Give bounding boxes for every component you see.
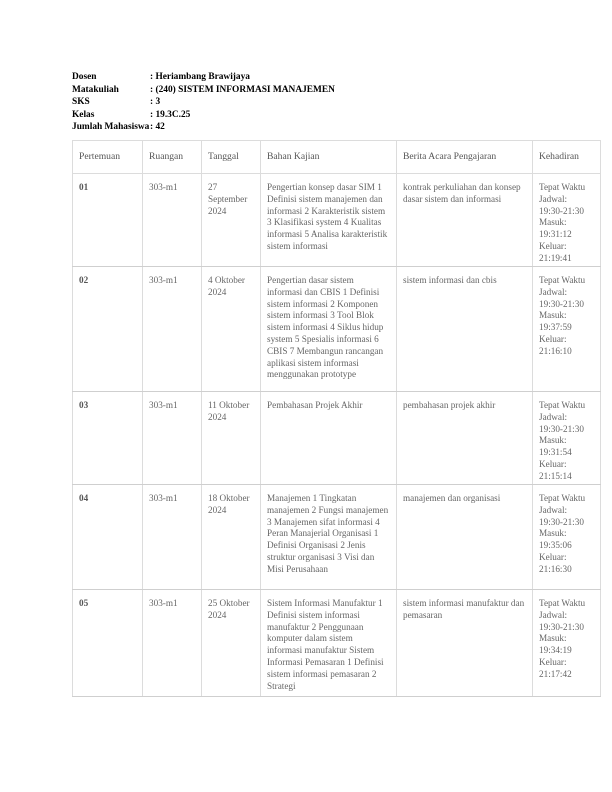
- header-pertemuan: Pertemuan: [73, 141, 143, 174]
- kehadiran-masuk: 19:35:06: [539, 540, 572, 551]
- header-kehadiran: Kehadiran: [533, 141, 601, 174]
- kehadiran-masuk: 19:31:54: [539, 447, 572, 458]
- cell-tanggal: 27 September 2024: [202, 174, 261, 267]
- cell-tanggal: 4 Oktober 2024: [202, 267, 261, 392]
- course-info: [72, 71, 335, 134]
- kehadiran-jadwal: 19:30-21:30: [539, 516, 584, 527]
- table-row: [73, 485, 601, 590]
- cell-bahan-kajian: Pembahasan Projek Akhir: [261, 392, 397, 485]
- kehadiran-masuk-label: Masuk:: [539, 435, 567, 446]
- info-value: : Heriambang Brawijaya: [150, 72, 250, 82]
- cell-kehadiran: [533, 485, 601, 590]
- info-value: : 42: [150, 122, 165, 133]
- cell-tanggal: 25 Oktober 2024: [202, 590, 261, 697]
- kehadiran-status: Tepat Waktu: [539, 598, 586, 608]
- kehadiran-jadwal-label: Jadwal:: [539, 504, 568, 515]
- cell-ruangan: 303-m1: [143, 267, 202, 392]
- kehadiran-jadwal-label: Jadwal:: [539, 286, 568, 297]
- cell-tanggal: 11 Oktober 2024: [202, 392, 261, 485]
- cell-tanggal: 18 Oktober 2024: [202, 485, 261, 590]
- info-row-matakuliah: [72, 84, 335, 97]
- cell-kehadiran: [533, 174, 601, 267]
- kehadiran-masuk: 19:31:12: [539, 229, 572, 240]
- kehadiran-jadwal-label: Jadwal:: [539, 609, 568, 620]
- kehadiran-keluar: 21:17:42: [539, 668, 572, 679]
- cell-ruangan: 303-m1: [143, 174, 202, 267]
- kehadiran-masuk: 19:37:59: [539, 322, 572, 333]
- kehadiran-jadwal: 19:30-21:30: [539, 298, 584, 309]
- attendance-table-container: [72, 140, 600, 697]
- cell-ruangan: 303-m1: [143, 485, 202, 590]
- header-berita-acara: Berita Acara Pengajaran: [397, 141, 533, 174]
- info-row-dosen: [72, 71, 335, 84]
- kehadiran-keluar: 21:19:41: [539, 252, 572, 263]
- kehadiran-masuk-label: Masuk:: [539, 310, 567, 321]
- table-row: [73, 590, 601, 697]
- kehadiran-jadwal: 19:30-21:30: [539, 205, 584, 216]
- header-tanggal: Tanggal: [202, 141, 261, 174]
- cell-bahan-kajian: Manajemen 1 Tingkatan manajemen 2 Fungsi manajemen 3 Manajemen sifat informasi 4 Peran Manajerial Organisasi 1 Definisi Organisasi 2 Jenis struktur organisasi 3 Visi dan Misi Perusahaan: [261, 485, 397, 590]
- cell-bahan-kajian: Sistem Informasi Manufaktur 1 Definisi sistem informasi manufaktur 2 Penggunaan komputer dalam sistem informasi manufaktur Sistem Informasi Pemasaran 1 Definisi sistem informasi pemasaran 2 Strategi: [261, 590, 397, 697]
- kehadiran-keluar-label: Keluar:: [539, 551, 567, 562]
- info-label: Jumlah Mahasiswa: [72, 122, 150, 133]
- info-row-kelas: [72, 109, 335, 122]
- kehadiran-jadwal-label: Jadwal:: [539, 411, 568, 422]
- kehadiran-status: Tepat Waktu: [539, 493, 586, 503]
- kehadiran-keluar-label: Keluar:: [539, 656, 567, 667]
- cell-berita-acara: sistem informasi dan cbis: [397, 267, 533, 392]
- kehadiran-jadwal: 19:30-21:30: [539, 423, 584, 434]
- info-label: Kelas: [72, 109, 95, 120]
- kehadiran-keluar-label: Keluar:: [539, 240, 567, 251]
- cell-pertemuan: 01: [73, 174, 143, 267]
- table-row: [73, 267, 601, 392]
- cell-kehadiran: [533, 392, 601, 485]
- table-row: [73, 392, 601, 485]
- cell-ruangan: 303-m1: [143, 392, 202, 485]
- cell-bahan-kajian: Pengertian dasar sistem informasi dan CBIS 1 Definisi sistem informasi 2 Komponen sistem informasi 3 Tool Blok sistem informasi 4 Siklus hidup system 5 Spesialis informasi 6 CBIS 7 Membangun rancangan aplikasi sistem informasi menggunakan prototype: [261, 267, 397, 392]
- info-row-jumlah-mahasiswa: [72, 121, 335, 134]
- cell-berita-acara: sistem informasi manufaktur dan pemasaran: [397, 590, 533, 697]
- cell-berita-acara: manajemen dan organisasi: [397, 485, 533, 590]
- kehadiran-masuk-label: Masuk:: [539, 528, 567, 539]
- attendance-table: [72, 140, 601, 697]
- info-value: : 3: [150, 97, 161, 108]
- kehadiran-keluar: 21:16:10: [539, 345, 572, 356]
- cell-pertemuan: 02: [73, 267, 143, 392]
- cell-bahan-kajian: Pengertian konsep dasar SIM 1 Definisi sistem manajemen dan informasi 2 Karakteristik sistem 3 Klasifikasi system 4 Kualitas informasi 5 Analisa karakteristik sistem informasi: [261, 174, 397, 267]
- kehadiran-masuk-label: Masuk:: [539, 217, 567, 228]
- cell-pertemuan: 05: [73, 590, 143, 697]
- info-label: Dosen: [72, 72, 97, 82]
- kehadiran-keluar-label: Keluar:: [539, 333, 567, 344]
- kehadiran-status: Tepat Waktu: [539, 400, 586, 410]
- info-label: Matakuliah: [72, 84, 119, 95]
- header-bahan-kajian: Bahan Kajian: [261, 141, 397, 174]
- header-ruangan: Ruangan: [143, 141, 202, 174]
- kehadiran-keluar-label: Keluar:: [539, 458, 567, 469]
- cell-kehadiran: [533, 267, 601, 392]
- table-row: [73, 174, 601, 267]
- kehadiran-masuk: 19:34:19: [539, 645, 572, 656]
- cell-pertemuan: 03: [73, 392, 143, 485]
- kehadiran-status: Tepat Waktu: [539, 182, 586, 192]
- cell-berita-acara: kontrak perkuliahan dan konsep dasar sistem dan informasi: [397, 174, 533, 267]
- cell-berita-acara: pembahasan projek akhir: [397, 392, 533, 485]
- kehadiran-masuk-label: Masuk:: [539, 633, 567, 644]
- cell-ruangan: 303-m1: [143, 590, 202, 697]
- kehadiran-jadwal-label: Jadwal:: [539, 193, 568, 204]
- info-row-sks: [72, 96, 335, 109]
- kehadiran-keluar: 21:16:30: [539, 563, 572, 574]
- kehadiran-keluar: 21:15:14: [539, 470, 572, 481]
- info-value: : 19.3C.25: [150, 109, 191, 120]
- cell-pertemuan: 04: [73, 485, 143, 590]
- table-header-row: [73, 141, 601, 174]
- info-label: SKS: [72, 97, 90, 108]
- kehadiran-status: Tepat Waktu: [539, 275, 586, 285]
- kehadiran-jadwal: 19:30-21:30: [539, 621, 584, 632]
- info-value: : (240) SISTEM INFORMASI MANAJEMEN: [150, 84, 335, 95]
- cell-kehadiran: [533, 590, 601, 697]
